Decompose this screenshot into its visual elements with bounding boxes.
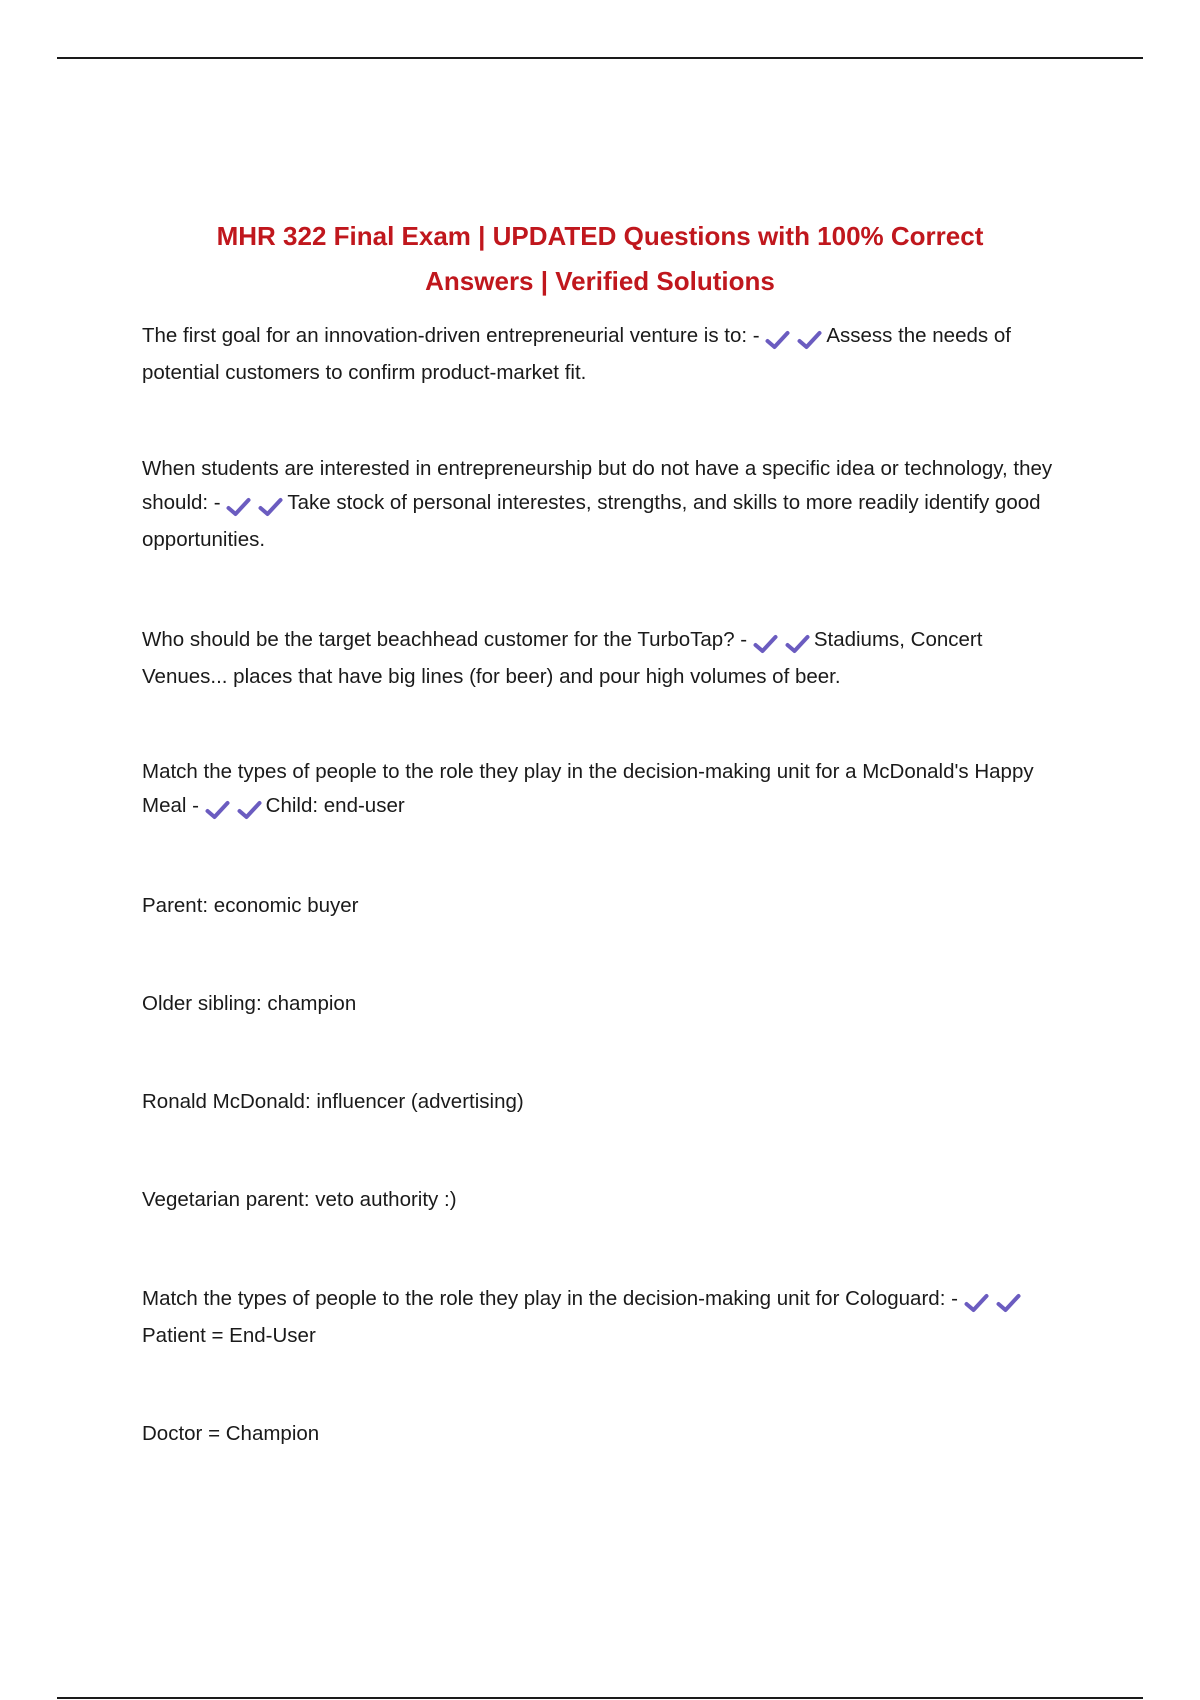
dmu-line-parent: Parent: economic buyer [142, 894, 359, 917]
double-check-icon [964, 1285, 1025, 1319]
dmu-line-vegetarian: Vegetarian parent: veto authority :) [142, 1188, 457, 1211]
answer-text: Patient = End-User [142, 1324, 316, 1347]
dmu-line-ronald: Ronald McDonald: influencer (advertising) [142, 1090, 524, 1113]
qa-item-2 [142, 452, 1067, 557]
check-icon [226, 497, 251, 517]
question-text: The first goal for an innovation-driven entrepreneurial venture is to: - [142, 324, 760, 347]
answer-text: Child: end-user [265, 794, 405, 817]
answer-text: Assess the needs of potential customers to confirm product-market fit. [142, 324, 1011, 384]
question-text: Who should be the target beachhead customer for the TurboTap? - [142, 628, 748, 651]
check-icon [753, 634, 778, 654]
check-icon [785, 634, 810, 654]
qa-item-4 [142, 755, 1067, 826]
dmu-line-doctor: Doctor = Champion [142, 1422, 320, 1445]
qa-item-5 [142, 1282, 1067, 1353]
check-icon [205, 800, 230, 820]
qa-item-1 [142, 319, 1067, 390]
check-icon [964, 1293, 989, 1313]
check-icon [765, 330, 790, 350]
double-check-icon [753, 626, 814, 660]
dmu-line-older-sibling: Older sibling: champion [142, 992, 357, 1015]
answer-text: Take stock of personal interestes, strengths, and skills to more readily identify good opportunities. [142, 491, 1041, 551]
double-check-icon [226, 489, 287, 523]
question-text: Match the types of people to the role they play in the decision-making unit for Cologuard: - [142, 1287, 958, 1310]
header-rule [57, 57, 1143, 59]
check-icon [258, 497, 283, 517]
qa-item-3 [142, 623, 1067, 694]
question-text: Match the types of people to the role they play in the decision-making unit for a McDonald's Happy Meal - [142, 760, 1034, 817]
check-icon [797, 330, 822, 350]
check-icon [237, 800, 262, 820]
answer-text: Stadiums, Concert Venues... places that have big lines (for beer) and pour high volumes of beer. [142, 628, 983, 688]
page-title [140, 214, 1060, 304]
page-title-line-1: MHR 322 Final Exam | UPDATED Questions with 100% Correct [216, 221, 984, 251]
page-title-line-2: Answers | Verified Solutions [425, 266, 775, 296]
double-check-icon [765, 322, 826, 356]
check-icon [996, 1293, 1021, 1313]
double-check-icon [205, 792, 266, 826]
question-text: When students are interested in entrepreneurship but do not have a specific idea or technology, they should: - [142, 457, 1053, 514]
footer-rule [57, 1697, 1143, 1699]
